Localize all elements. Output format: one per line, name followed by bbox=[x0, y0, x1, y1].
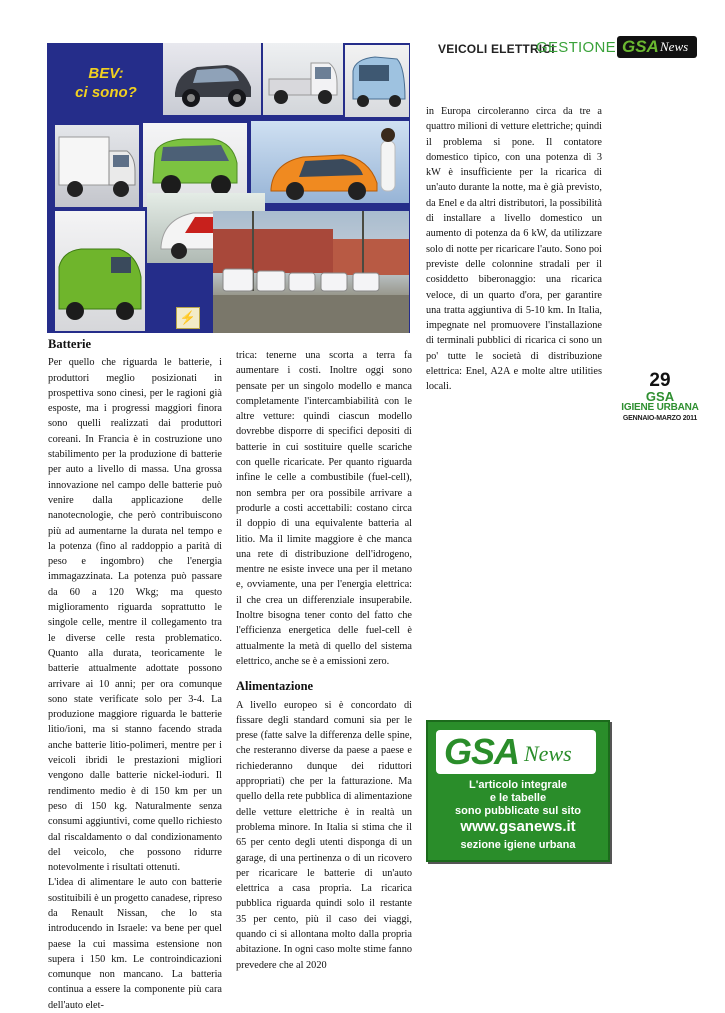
paragraph-alimentazione-2: in Europa circoleranno circa da tre a quattro milioni di vetture elettriche; quindi il problema si pone. Il contatore domestico tipico, con una potenza di 3 kW è insufficiente per la ricarica di un'auto durante la notte, ma è già previsto, da Enel e da altri distributori, la possibilità di installare a livello domestico un aumento di potenza da 6 kW, da utilizzare solo di notte per ricaricare l'auto. Sono poi previste delle colonnine stradali per il cosiddetto biberonaggio: una ricarica veloce, di un quarto d'ora, per garantire una tratta aggiuntiva di 5-10 km. In Italia, impegnate nel promuovere l'installazione di terminali pubblici di ricarica ci sono un po' tutte le società di distribuzione elettrica: Enel, A2A e molte altre utilities locali. bbox=[426, 106, 602, 393]
page-brand: GSA bbox=[645, 389, 675, 404]
subsection-label: GESTIONE bbox=[536, 39, 616, 56]
page-section: IGIENE URBANA bbox=[621, 402, 699, 413]
paragraph-batterie-1: Per quello che riguarda le batterie, i produttori meglio posizionati in prospettiva sono cinesi, per le ragioni già esposte, ma i progressi maggiori finora sono quelli realizzati dai produttori coreani. In Francia è in costruzione uno stabilimento per la produzione di batterie per auto a livello di massa. Una grossa innovazione nel campo delle batterie può venire dalla applicazione delle nanotecnologie, che però contribuiscono più ad aumentarne la durata nel tempo e la potenza (fino al raddoppio a parità di peso e ingombro) che l'energia immagazzinata. La potenza può passare da 60 a 120 Wkg; ma questo miglioramento riguarda soprattutto le singole celle, mentre il collegamento tra le diverse celle resta problematico. Quanto alla durata, teoricamente le batterie attualmente adottate possono arrivare ai 10 anni; per ora comunque sono state verificate solo per 3-4. La produzione maggiore riguarda le batterie litio/ioni, ma si stanno facendo strada anche batterie litio-polimeri, mentre per i veicoli ibridi le prestazioni migliori vengono dalle batterie nickel-ioduri. Il rendimento medio è di 150 km per un peso di 150 kg. Naturalmente senza consumi aggiuntivi, come quello richiesto dal riscaldamento o dal condizionamento del veicolo, che possono ridurre notevolmente i risultati ottenuti. bbox=[48, 357, 222, 874]
promo-url-link[interactable]: www.gsanews.it bbox=[460, 818, 576, 835]
photo-parking-lot bbox=[213, 211, 409, 333]
photo-pickup-truck bbox=[263, 43, 343, 115]
paragraph-alimentazione-1: A livello europeo si è concordato di fissare degli standard comuni sia per le prese (fatte salve la differenza delle spine, che resteranno diverse da paese a paese e richiederanno dunque dei riduttori appropriati) che per la fatturazione. Ma quello della rete pubblica di alimentazione delle vetture elettriche è in realtà un problema minore. In Italia si stima che il 65 per cento degli utenti disponga di un garage, di una pertinenza o di un ricovero per ricaricare le batterie di un'auto elettrica a casa propria. La ricarica pubblica riguarda quindi solo il restante 35 per cento, più il caso dei viaggi, quando ci si allontana molto dalla propria abitazione. In ogni caso molte stime fanno prevedere che al 2020 bbox=[236, 699, 412, 971]
collage-caption-line2: ci sono? bbox=[75, 84, 137, 101]
photo-compact-car bbox=[163, 43, 261, 115]
photo-box-truck bbox=[55, 125, 139, 207]
logo-news-text: News bbox=[660, 39, 689, 54]
gsa-news-logo bbox=[617, 36, 697, 58]
photo-green-van bbox=[55, 211, 145, 331]
collage-caption bbox=[61, 64, 151, 102]
promo-line-1: L'articolo integrale bbox=[469, 779, 567, 791]
article-column-3 bbox=[426, 104, 602, 395]
vehicle-photo-collage bbox=[47, 43, 410, 333]
promo-box[interactable] bbox=[426, 720, 610, 862]
plug-car-icon: ⚡ bbox=[176, 307, 200, 329]
promo-line-3: sono pubblicate sul sito bbox=[455, 805, 581, 817]
promo-logo bbox=[436, 730, 596, 774]
paragraph-batterie-2: L'idea di alimentare le auto con batterie sostituibili è un progetto canadese, ripreso da Renault Nissan, che lo sta introducendo in Israele: va bene per quel paese la cui massima estensione non supera i 150 km. Le controindicazioni comunque non mancano. La batteria continua a essere la componente più cara dell'auto elet- bbox=[48, 877, 222, 1011]
photo-orange-car bbox=[251, 121, 409, 203]
collage-caption-line1: BEV: bbox=[88, 65, 124, 82]
photo-microcar bbox=[345, 45, 409, 117]
logo-gsa-text: GSA bbox=[622, 37, 659, 56]
heading-alimentazione: Alimentazione bbox=[236, 679, 314, 694]
page-date: GENNAIO-MARZO 2011 bbox=[622, 415, 698, 422]
promo-logo-gsa: GSA bbox=[444, 731, 520, 772]
promo-line-2: e le tabelle bbox=[489, 792, 547, 804]
article-column-1 bbox=[48, 337, 222, 1013]
promo-logo-news: News bbox=[524, 741, 572, 766]
page-number: 29 bbox=[649, 370, 671, 391]
article-column-2 bbox=[236, 348, 412, 973]
heading-batterie: Batterie bbox=[48, 337, 92, 351]
section-label: VEICOLI ELETTRICI bbox=[438, 42, 555, 56]
paragraph-batterie-3: trica: tenerne una scorta a terra fa aumentare i costi. Inoltre oggi sono pensate per un singolo modello e manca completamente l'intercambiabilità con le altre vetture: quindi ciascun modello dovrebbe disporre di specifici depositi di batterie in cui sostituire quelle scariche con quelle ricaricate. Per quanto riguarda infine le celle a combustibile (fuel-cell), non sembra per ora possibile arrivare a produrle a costi accettabili: costano circa il doppio di una equivalente batteria al litio. Ma il limite maggiore è che manca una rete di distribuzione dell'idrogeno, mentre ne esiste invece una per il metano e, ovviamente, una per l'energia elettrica: il che crea un differenziale insuperabile. Inoltre bisogna tener conto del fatto che l'efficienza energetica delle fuel-cell è attualmente la metà di quello del sistema elettrico, anche se è a emissioni zero. bbox=[236, 350, 412, 667]
promo-line-4: sezione igiene urbana bbox=[460, 839, 576, 851]
